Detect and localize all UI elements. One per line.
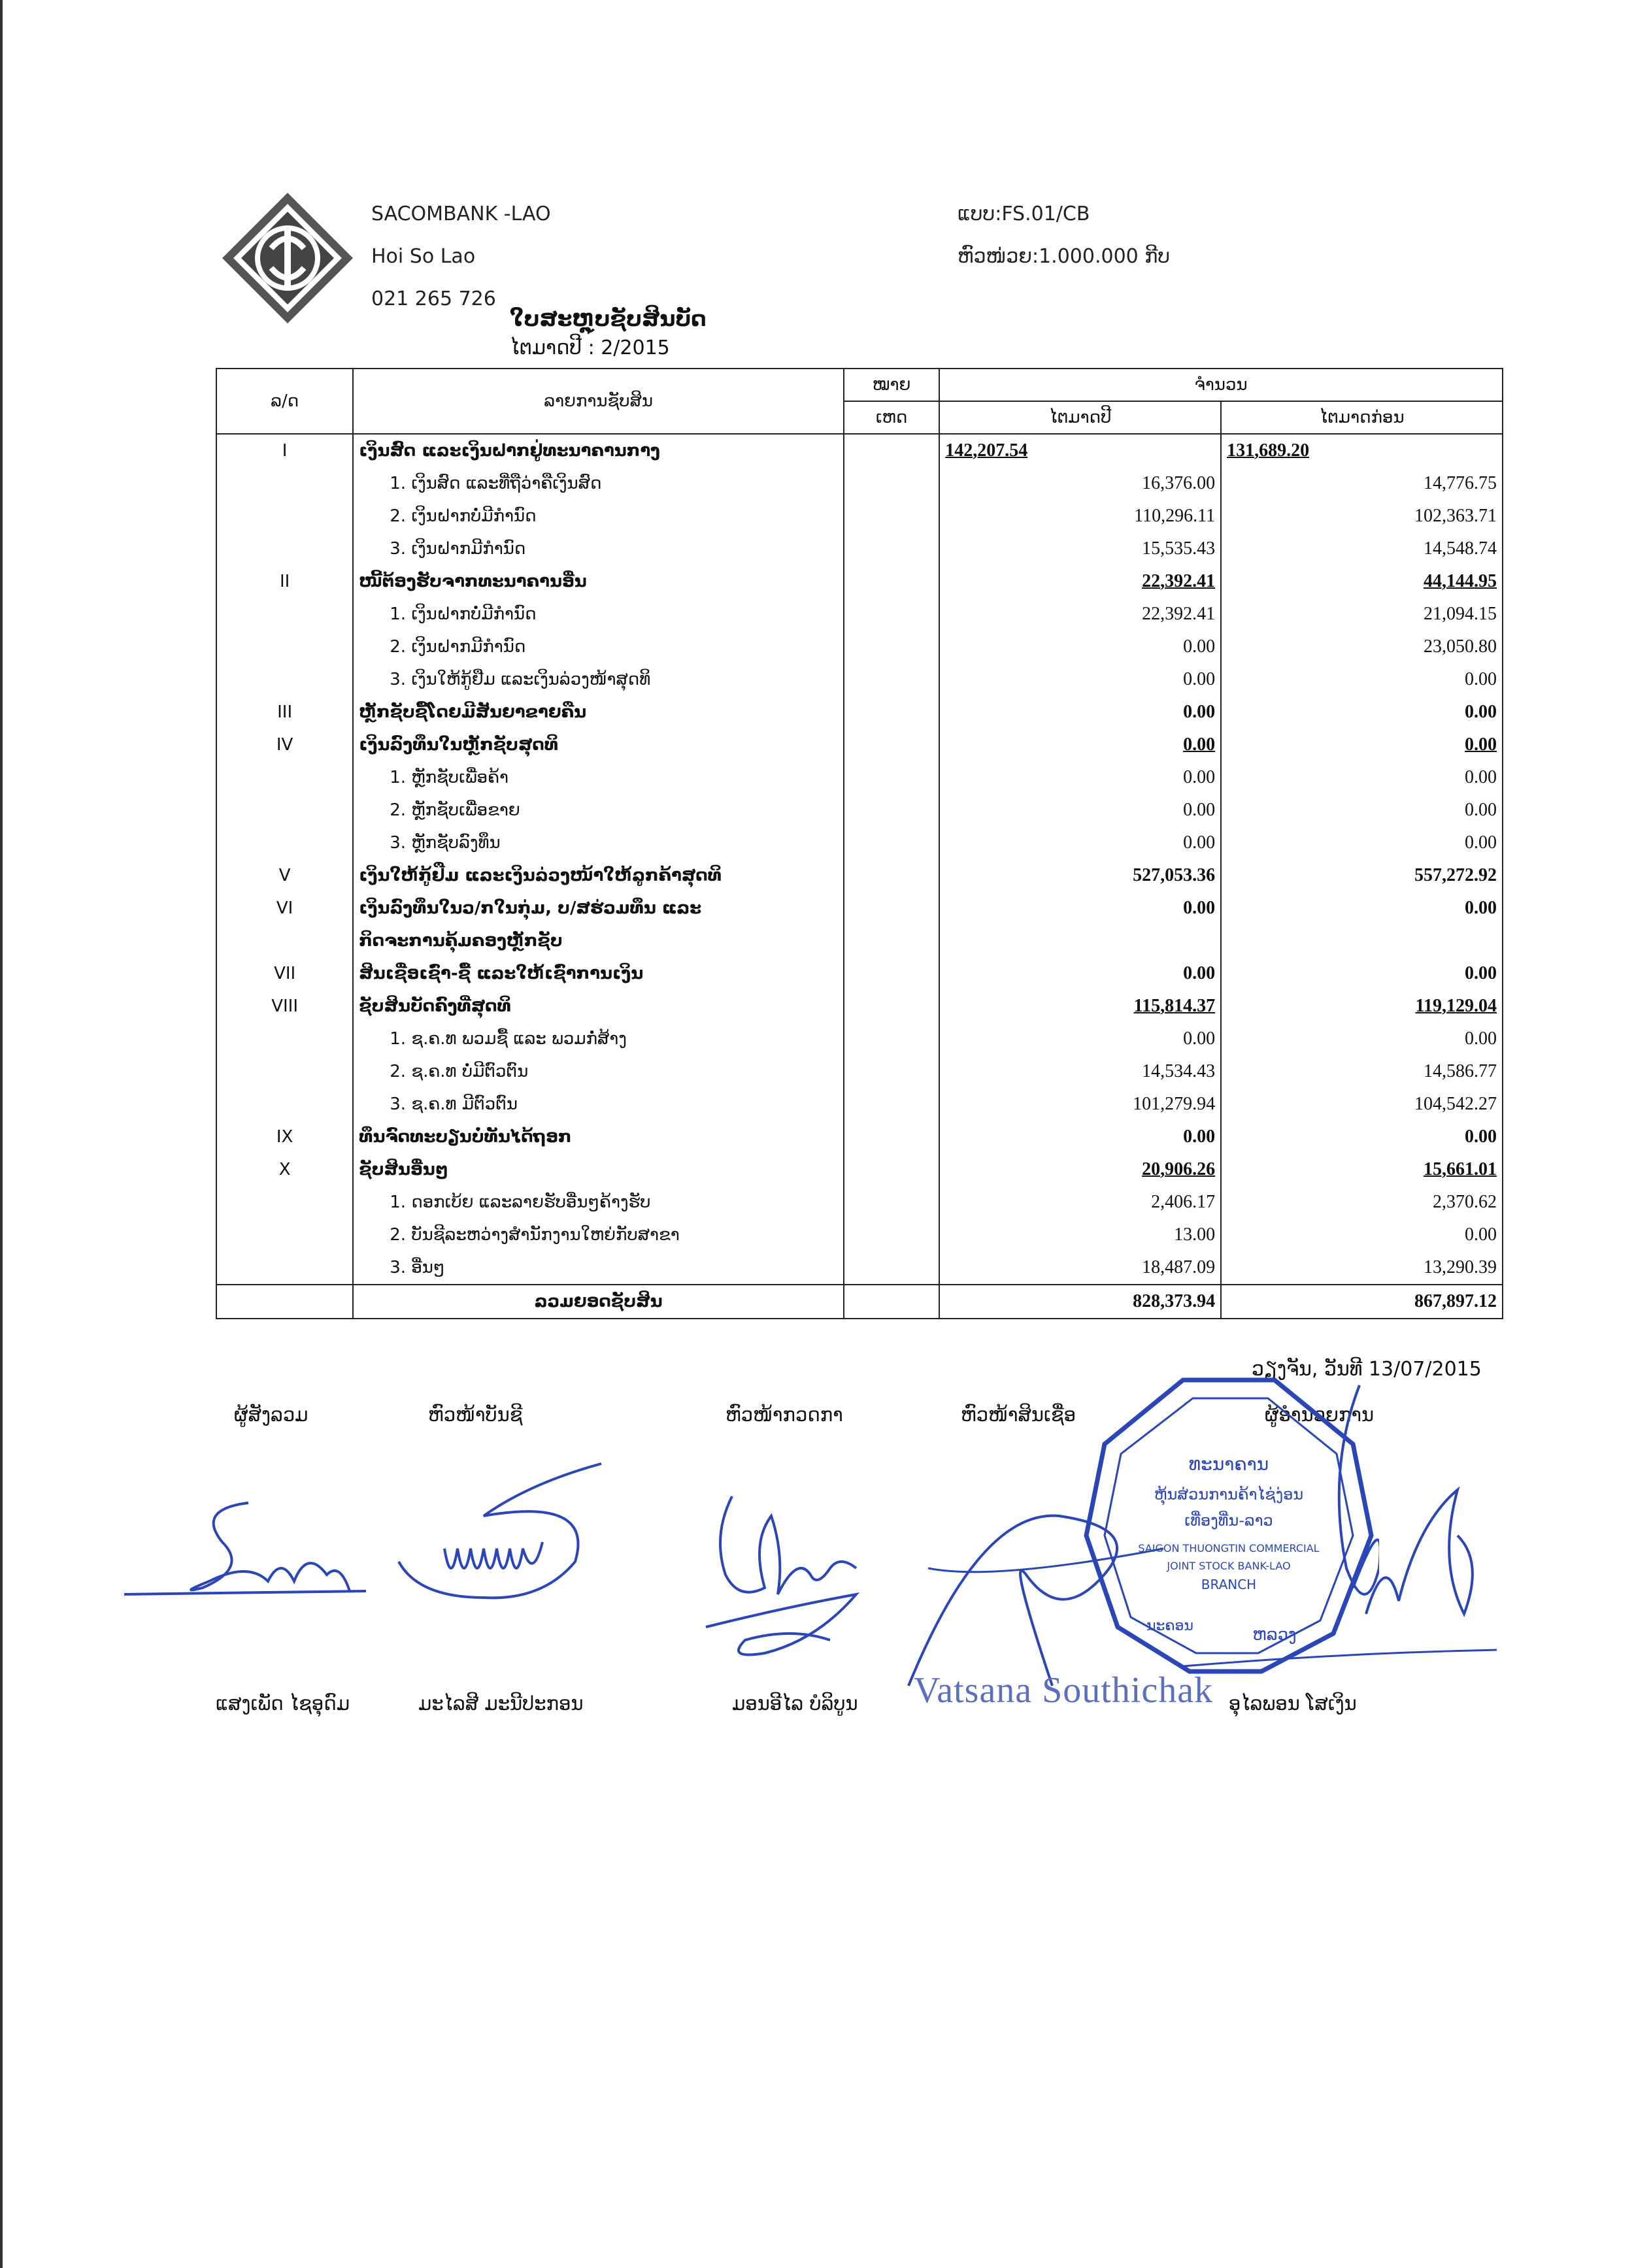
- sacombank-logo: [219, 189, 356, 327]
- row-note: [844, 467, 939, 500]
- row-current: 101,279.94: [939, 1088, 1221, 1121]
- row-number: [216, 663, 353, 696]
- table-row: [216, 467, 1503, 500]
- director-signature-line: [1176, 1647, 1503, 1673]
- group-row: [216, 1121, 1503, 1153]
- row-previous: 14,586.77: [1221, 1055, 1503, 1088]
- row-current: 18,487.09: [939, 1251, 1221, 1285]
- table-row: [216, 827, 1503, 859]
- row-note: [844, 1186, 939, 1219]
- row-note: [844, 1088, 939, 1121]
- unit-note: ຫົວໜ່ວຍ:1.000.000 ກີບ: [958, 245, 1171, 268]
- role-compiler: ຜູ້ສັງລວມ: [234, 1404, 308, 1426]
- row-previous: 131,689.20: [1221, 434, 1503, 467]
- row-note: [844, 696, 939, 729]
- row-previous: 0.00: [1221, 663, 1503, 696]
- row-current: 0.00: [939, 827, 1221, 859]
- row-note: [844, 533, 939, 565]
- row-item: 3. ເງິນຝາກມີກຳນົດ: [353, 533, 844, 565]
- row-item: ເງິນລົງທຶນໃນວ/ກໃນກຸ່ມ, ບ/ສຮ່ວມທຶນ ແລະ: [353, 892, 844, 925]
- role-chief-auditor: ຫົວໜ້າກວດກາ: [725, 1404, 843, 1426]
- document-period: ໄຕມາດປີ : 2/2015: [510, 337, 670, 359]
- row-item: ເງິນໃຫ້ກູ້ຢືມ ແລະເງິນລ່ວງໜ້າໃຫ້ລູກຄ້າສຸດທິ: [353, 859, 844, 892]
- page-edge: [0, 0, 3, 2268]
- row-current: 0.00: [939, 1023, 1221, 1055]
- row-item: 2. ບັນຊີລະຫວ່າງສຳນັກງານໃຫຍ່ກັບສາຂາ: [353, 1219, 844, 1251]
- row-number: [216, 827, 353, 859]
- row-current: 13.00: [939, 1219, 1221, 1251]
- table-row: [216, 761, 1503, 794]
- row-note: [844, 761, 939, 794]
- row-number: [216, 1055, 353, 1088]
- row-item: ເງິນລົງທຶນໃນຫຼັກຊັບສຸດທິ: [353, 729, 844, 761]
- row-current: 15,535.43: [939, 533, 1221, 565]
- table-row: [216, 1023, 1503, 1055]
- row-current: 0.00: [939, 892, 1221, 925]
- row-number: [216, 1251, 353, 1285]
- group-row: [216, 892, 1503, 925]
- row-current: 0.00: [939, 1121, 1221, 1153]
- row-note: [844, 631, 939, 663]
- table-row: [216, 794, 1503, 827]
- row-previous: 15,661.01: [1221, 1153, 1503, 1186]
- col-header-note-top: ໝາຍ: [844, 369, 939, 401]
- row-number: [216, 500, 353, 533]
- row-item: 1. ຊ.ຄ.ທ ພວມຊື້ ແລະ ພວມກໍ່ສ້າງ: [353, 1023, 844, 1055]
- row-number: [216, 1023, 353, 1055]
- group-row: [216, 434, 1503, 467]
- row-current: 110,296.11: [939, 500, 1221, 533]
- group-row: [216, 729, 1503, 761]
- total-current: 828,373.94: [939, 1285, 1221, 1319]
- table-row: [216, 1088, 1503, 1121]
- row-item: 1. ດອກເບ້ຍ ແລະລາຍຮັບອື່ນໆຄ້າງຮັບ: [353, 1186, 844, 1219]
- row-current: 14,534.43: [939, 1055, 1221, 1088]
- row-number: III: [216, 696, 353, 729]
- row-current: 20,906.26: [939, 1153, 1221, 1186]
- row-item: 3. ຫຼັກຊັບລົງທຶນ: [353, 827, 844, 859]
- table-row: [216, 598, 1503, 631]
- name-director: ອຸໄລພອນ ໂສເງິນ: [1229, 1692, 1357, 1715]
- col-header-current: ໄຕມາດປີ: [939, 401, 1221, 434]
- stamp-line-3: ເທື່ອງທີ່ນ-ລາວ: [1184, 1511, 1273, 1530]
- row-number: [216, 794, 353, 827]
- row-current: 142,207.54: [939, 434, 1221, 467]
- row-item: 1. ຫຼັກຊັບເພື່ອຄ້າ: [353, 761, 844, 794]
- row-note: [844, 1055, 939, 1088]
- row-number: [216, 925, 353, 957]
- row-item: ຊັບສິນບັດຄົງທີ່ສຸດທິ: [353, 990, 844, 1023]
- row-previous: 21,094.15: [1221, 598, 1503, 631]
- row-number: VI: [216, 892, 353, 925]
- row-item: 3. ຊ.ຄ.ທ ມີຕົວຕົນ: [353, 1088, 844, 1121]
- name-chief-auditor: ມອນອີໄລ ບໍລິບູນ: [732, 1692, 858, 1715]
- row-number: V: [216, 859, 353, 892]
- row-item: 3. ອື່ນໆ: [353, 1251, 844, 1285]
- row-item: 2. ເງິນຝາກມີກຳນົດ: [353, 631, 844, 663]
- row-previous: 0.00: [1221, 1121, 1503, 1153]
- table-row: [216, 1219, 1503, 1251]
- signature-chief-accountant: [379, 1457, 627, 1627]
- row-current: 0.00: [939, 663, 1221, 696]
- row-note: [844, 1219, 939, 1251]
- typed-name: Vatsana Southichak: [914, 1670, 1214, 1711]
- row-current: [939, 925, 1221, 957]
- row-number: [216, 1219, 353, 1251]
- stamp-line-8: ຫລວງ: [1252, 1625, 1297, 1645]
- signature-chief-auditor: [686, 1477, 895, 1673]
- row-current: 16,376.00: [939, 467, 1221, 500]
- row-previous: 0.00: [1221, 794, 1503, 827]
- balance-sheet-table: [216, 368, 1503, 1319]
- role-director: ຜູ້ອຳນວຍການ: [1265, 1404, 1375, 1426]
- table-row: [216, 533, 1503, 565]
- row-note: [844, 859, 939, 892]
- row-number: IV: [216, 729, 353, 761]
- row-item: 2. ຫຼັກຊັບເພື່ອຂາຍ: [353, 794, 844, 827]
- row-number: [216, 631, 353, 663]
- row-current: 2,406.17: [939, 1186, 1221, 1219]
- row-item: 3. ເງິນໃຫ້ກູ້ຢືມ ແລະເງິນລ່ວງໜ້າສຸດທິ: [353, 663, 844, 696]
- row-note: [844, 1023, 939, 1055]
- col-header-no: ລ/ດ: [216, 369, 353, 434]
- row-current: 0.00: [939, 729, 1221, 761]
- row-previous: 14,548.74: [1221, 533, 1503, 565]
- row-number: I: [216, 434, 353, 467]
- row-previous: 44,144.95: [1221, 565, 1503, 598]
- table-row: [216, 1186, 1503, 1219]
- row-item: 2. ຊ.ຄ.ທ ບໍ່ມີຕົວຕົນ: [353, 1055, 844, 1088]
- row-note: [844, 598, 939, 631]
- official-stamp: [1078, 1372, 1379, 1679]
- row-previous: 119,129.04: [1221, 990, 1503, 1023]
- row-previous: 2,370.62: [1221, 1186, 1503, 1219]
- row-note: [844, 1251, 939, 1285]
- group-row: [216, 859, 1503, 892]
- row-previous: 0.00: [1221, 892, 1503, 925]
- row-current: 0.00: [939, 631, 1221, 663]
- table-row: [216, 1055, 1503, 1088]
- row-number: IX: [216, 1121, 353, 1153]
- row-item: ເງິນສົດ ແລະເງິນຝາກຢູ່ທະນາຄານກາງ: [353, 434, 844, 467]
- stamp-line-7: ນະຄອນ: [1146, 1618, 1193, 1634]
- table-body: [216, 434, 1503, 1285]
- sign-date: ວຽງຈັນ, ວັນທີ 13/07/2015: [1252, 1358, 1482, 1381]
- row-previous: 0.00: [1221, 761, 1503, 794]
- total-previous: 867,897.12: [1221, 1285, 1503, 1319]
- row-number: VIII: [216, 990, 353, 1023]
- row-item: ໜີ້ຕ້ອງຮັບຈາກທະນາຄານອື່ນ: [353, 565, 844, 598]
- row-item: ຊັບສິນອື່ນໆ: [353, 1153, 844, 1186]
- row-item: 2. ເງິນຝາກບໍ່ມີກຳນົດ: [353, 500, 844, 533]
- form-info: [958, 193, 1170, 278]
- total-label: ລວມຍອດຊັບສິນ: [353, 1285, 844, 1319]
- row-number: [216, 467, 353, 500]
- row-note: [844, 1153, 939, 1186]
- name-compiler: ແສງເພັດ ໄຊອຸດົມ: [216, 1692, 350, 1715]
- row-note: [844, 892, 939, 925]
- row-previous: 0.00: [1221, 696, 1503, 729]
- row-previous: 0.00: [1221, 1219, 1503, 1251]
- row-note: [844, 500, 939, 533]
- col-header-previous: ໄຕມາດກ່ອນ: [1221, 401, 1503, 434]
- table-row: [216, 631, 1503, 663]
- name-chief-accountant: ມະໄລສີ ມະນີປະກອນ: [418, 1692, 584, 1715]
- row-note: [844, 990, 939, 1023]
- row-current: 0.00: [939, 957, 1221, 990]
- group-row: [216, 565, 1503, 598]
- stamp-line-6: BRANCH: [1201, 1577, 1257, 1592]
- row-note: [844, 663, 939, 696]
- row-note: [844, 925, 939, 957]
- row-number: [216, 533, 353, 565]
- group-row: [216, 1153, 1503, 1186]
- row-number: [216, 761, 353, 794]
- row-number: [216, 1088, 353, 1121]
- signature-director: [1359, 1483, 1490, 1634]
- table-row: [216, 663, 1503, 696]
- row-previous: 23,050.80: [1221, 631, 1503, 663]
- row-current: 115,814.37: [939, 990, 1221, 1023]
- role-chief-accountant: ຫົວໜ້າບັນຊີ: [428, 1404, 523, 1426]
- row-item: 1. ເງິນຝາກບໍ່ມີກຳນົດ: [353, 598, 844, 631]
- row-note: [844, 565, 939, 598]
- row-item: ສິນເຊື່ອເຊົ່າ-ຊື້ ແລະໃຫ້ເຊົ່າການເງິນ: [353, 957, 844, 990]
- stamp-line-2: ຫຸ້ນສ່ວນການຄ້າໄຊ່ງ່ອນ: [1154, 1485, 1304, 1504]
- row-previous: 0.00: [1221, 827, 1503, 859]
- row-previous: 104,542.27: [1221, 1088, 1503, 1121]
- row-note: [844, 827, 939, 859]
- row-previous: 0.00: [1221, 1023, 1503, 1055]
- row-number: [216, 1186, 353, 1219]
- row-previous: 0.00: [1221, 957, 1503, 990]
- col-header-note-bottom: ເຫດ: [844, 401, 939, 434]
- bank-phone: 021 265 726: [371, 288, 496, 310]
- group-row: [216, 925, 1503, 957]
- col-header-item: ລາຍການຊັບສິນ: [353, 369, 844, 434]
- row-previous: 102,363.71: [1221, 500, 1503, 533]
- bank-branch: Hoi So Lao: [371, 245, 476, 268]
- row-note: [844, 434, 939, 467]
- row-current: 22,392.41: [939, 598, 1221, 631]
- table-row: [216, 500, 1503, 533]
- row-current: 22,392.41: [939, 565, 1221, 598]
- group-row: [216, 957, 1503, 990]
- row-previous: 14,776.75: [1221, 467, 1503, 500]
- row-note: [844, 794, 939, 827]
- row-number: [216, 598, 353, 631]
- row-item: 1. ເງິນສົດ ແລະທີ່ຖືວ່າຄືເງິນສົດ: [353, 467, 844, 500]
- row-note: [844, 957, 939, 990]
- group-row: [216, 990, 1503, 1023]
- role-chief-credit: ຫົວໜ້າສິນເຊື່ອ: [961, 1404, 1076, 1426]
- row-note: [844, 729, 939, 761]
- bank-info: [371, 193, 551, 320]
- form-code: ແບບ:FS.01/CB: [958, 203, 1090, 225]
- row-current: 0.00: [939, 696, 1221, 729]
- group-row: [216, 696, 1503, 729]
- row-previous: [1221, 925, 1503, 957]
- row-item: ຫຼັກຊັບຊື້ໂດຍມີສັນຍາຂາຍຄືນ: [353, 696, 844, 729]
- row-number: X: [216, 1153, 353, 1186]
- col-header-amount: ຈຳນວນ: [939, 369, 1503, 401]
- row-item: ກິດຈະການຄຸ້ມຄອງຫຼັກຊັບ: [353, 925, 844, 957]
- stamp-line-5: JOINT STOCK BANK-LAO: [1167, 1560, 1291, 1572]
- row-current: 0.00: [939, 794, 1221, 827]
- total-row: [216, 1285, 1503, 1319]
- document-title: ໃບສະຫຼຸບຊັບສິນບັດ: [510, 306, 707, 331]
- row-item: ທຶນຈົດທະບຽນບໍ່ທັນໄດ້ຖອກ: [353, 1121, 844, 1153]
- signature-compiler: [118, 1483, 379, 1620]
- stamp-line-1: ທະນາຄານ: [1188, 1453, 1269, 1475]
- bank-name: SACOMBANK -LAO: [371, 203, 551, 225]
- row-current: 0.00: [939, 761, 1221, 794]
- row-number: II: [216, 565, 353, 598]
- row-number: VII: [216, 957, 353, 990]
- row-previous: 0.00: [1221, 729, 1503, 761]
- row-previous: 13,290.39: [1221, 1251, 1503, 1285]
- row-current: 527,053.36: [939, 859, 1221, 892]
- stamp-line-4: SAIGON THUONGTIN COMMERCIAL: [1138, 1542, 1320, 1554]
- table-row: [216, 1251, 1503, 1285]
- row-note: [844, 1121, 939, 1153]
- row-previous: 557,272.92: [1221, 859, 1503, 892]
